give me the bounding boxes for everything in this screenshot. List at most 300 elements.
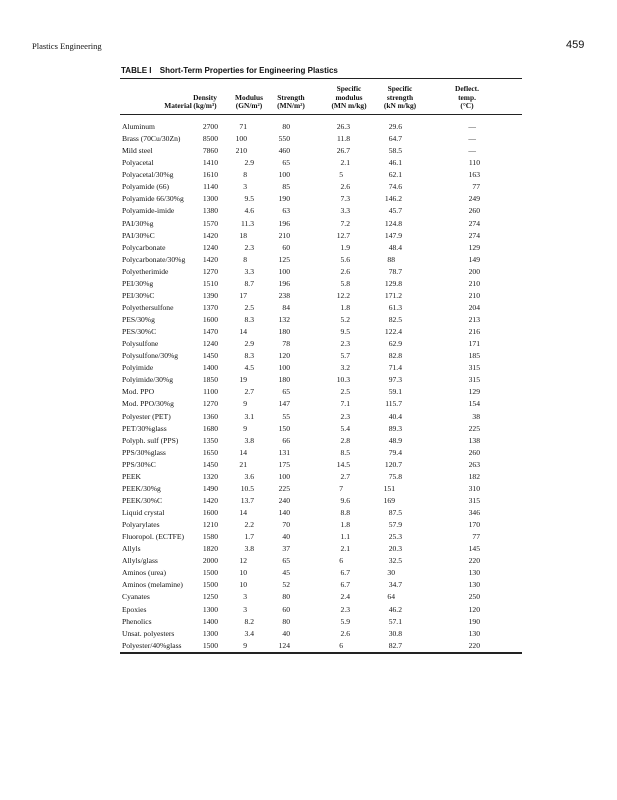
cell-strength: 60: [282, 242, 290, 252]
cell-strength: 80: [282, 122, 290, 131]
cell-density: 1380: [202, 206, 218, 216]
cell-specific-strength: 62.1: [388, 170, 402, 180]
cell-strength: 65: [282, 556, 290, 566]
column-header-line: temp.: [458, 92, 476, 102]
running-head: Plastics Engineering: [32, 41, 102, 51]
cell-density: 1610: [202, 170, 218, 180]
cell-deflection-temp: 210: [468, 278, 480, 288]
cell-deflection-temp: 225: [468, 423, 480, 433]
cell-strength: 37: [282, 544, 290, 554]
cell-modulus: 3.8: [244, 435, 254, 445]
table-row: [120, 628, 522, 640]
cell-deflection-temp: 315: [468, 375, 480, 385]
cell-modulus: 210: [235, 146, 247, 156]
cell-density: 1250: [202, 592, 218, 602]
table-row: [120, 254, 522, 266]
cell-specific-strength: 120.7: [384, 459, 402, 469]
cell-modulus: 2.9: [244, 158, 254, 168]
cell-density: 1470: [202, 327, 218, 337]
cell-deflection-temp: 274: [468, 218, 480, 228]
cell-specific-modulus: 12.7: [336, 230, 350, 240]
cell-strength: 80: [282, 592, 290, 602]
cell-modulus: 9: [243, 423, 247, 433]
table-label: TABLE I: [121, 66, 152, 75]
cell-specific-strength: 58.5: [388, 146, 402, 156]
cell-density: 1420: [202, 495, 218, 505]
cell-strength: 175: [278, 459, 290, 469]
cell-strength: 63: [282, 206, 290, 216]
cell-modulus: 100: [235, 134, 247, 144]
cell-material: Polyph. sulf (PPS): [122, 435, 179, 445]
table-title: [121, 66, 338, 75]
cell-modulus: 3: [243, 592, 247, 602]
cell-specific-modulus: 26.3: [336, 122, 350, 131]
cell-strength: 125: [278, 254, 290, 264]
cell-density: 1650: [202, 447, 218, 457]
cell-modulus: 14: [239, 447, 247, 457]
cell-specific-strength: 115.7: [385, 399, 402, 409]
cell-specific-modulus: 11.8: [336, 134, 350, 144]
cell-specific-modulus: 2.6: [340, 266, 350, 276]
cell-deflection-temp: 310: [468, 483, 480, 493]
table-row: [120, 591, 522, 603]
cell-deflection-temp: 130: [468, 568, 480, 578]
cell-strength: 196: [278, 218, 290, 228]
cell-modulus: 8: [243, 170, 247, 180]
cell-specific-strength: 169: [383, 495, 395, 505]
column-header: [226, 94, 272, 111]
cell-strength: 131: [278, 447, 290, 457]
column-header-line: Material: [164, 101, 192, 111]
cell-density: 1320: [202, 471, 218, 481]
cell-modulus: 8: [243, 254, 247, 264]
cell-specific-strength: 29.6: [388, 122, 402, 131]
cell-specific-strength: 64: [387, 592, 395, 602]
cell-material: Allyls: [122, 544, 141, 554]
cell-material: Aluminum: [122, 122, 155, 131]
column-header: [446, 85, 488, 111]
cell-material: PES/30%g: [122, 315, 155, 324]
cell-deflection-temp: 260: [468, 447, 480, 457]
cell-strength: 190: [278, 194, 290, 204]
cell-density: 1100: [203, 387, 218, 397]
cell-density: 1420: [202, 230, 218, 240]
cell-strength: 196: [278, 278, 290, 288]
cell-deflection-temp: —: [468, 122, 476, 131]
cell-material: Polyarylates: [122, 520, 160, 530]
cell-specific-strength: 78.7: [388, 266, 402, 276]
column-header: [370, 85, 430, 111]
cell-specific-strength: 48.4: [388, 242, 402, 252]
cell-density: 1580: [202, 532, 218, 542]
cell-deflection-temp: 190: [468, 616, 480, 626]
cell-strength: 70: [282, 520, 290, 530]
cell-specific-strength: 34.7: [388, 580, 402, 590]
cell-material: Allyls/glass: [122, 556, 158, 566]
table-row: [120, 374, 522, 386]
table-caption: Short-Term Properties for Engineering Plastics: [159, 66, 338, 75]
cell-specific-modulus: 7.3: [340, 194, 350, 204]
cell-material: PEEK: [122, 471, 141, 481]
table-row: [120, 495, 522, 507]
table-row: [120, 471, 522, 483]
cell-density: 1300: [202, 604, 218, 614]
cell-material: Polyethersulfone: [122, 302, 174, 312]
cell-specific-modulus: 9.5: [340, 327, 350, 337]
cell-specific-modulus: 2.8: [340, 435, 350, 445]
cell-strength: 132: [278, 315, 290, 324]
cell-modulus: 18: [239, 230, 247, 240]
cell-density: 1370: [202, 302, 218, 312]
cell-strength: 84: [282, 302, 290, 312]
column-header-line: (GN/m²): [235, 101, 263, 111]
table-row: [120, 519, 522, 531]
cell-material: Polyamide 66/30%g: [122, 194, 184, 204]
cell-modulus: 3.4: [244, 628, 254, 638]
table-row: [120, 133, 522, 145]
cell-specific-modulus: 2.3: [340, 339, 350, 349]
cell-density: 1450: [202, 351, 218, 361]
cell-modulus: 2.2: [244, 520, 254, 530]
cell-density: 1240: [202, 242, 218, 252]
table-row: [120, 604, 522, 616]
table-row: [120, 459, 522, 471]
cell-strength: 40: [282, 532, 290, 542]
cell-material: Epoxies: [122, 604, 147, 614]
cell-specific-strength: 74.6: [388, 182, 402, 192]
cell-material: Fluoropol. (ECTFE): [122, 532, 185, 542]
cell-specific-strength: 82.5: [388, 315, 402, 324]
cell-deflection-temp: 77: [472, 182, 480, 192]
cell-deflection-temp: —: [468, 146, 476, 156]
cell-density: 7860: [202, 146, 218, 156]
cell-modulus: 9: [243, 399, 247, 409]
table-row: [120, 157, 522, 169]
table-row: [120, 362, 522, 374]
cell-strength: 150: [278, 423, 290, 433]
column-header-line: Deflect.: [454, 84, 479, 94]
table-row: [120, 543, 522, 555]
cell-modulus: 10.5: [240, 483, 254, 493]
cell-deflection-temp: 250: [468, 592, 480, 602]
cell-modulus: 19: [239, 375, 247, 385]
table-row: [120, 290, 522, 302]
column-header-line: Density: [193, 92, 217, 102]
table-row: [120, 242, 522, 254]
cell-density: 1680: [202, 423, 218, 433]
cell-modulus: 3.3: [244, 266, 254, 276]
cell-material: Mild steel: [122, 146, 153, 156]
cell-specific-modulus: 3.2: [340, 363, 350, 373]
cell-strength: 210: [278, 230, 290, 240]
cell-material: PEEK/30%g: [122, 483, 161, 493]
cell-specific-modulus: 2.6: [340, 182, 350, 192]
table-row: [120, 640, 522, 652]
cell-specific-modulus: 3.3: [340, 206, 350, 216]
cell-specific-modulus: 2.3: [340, 604, 350, 614]
top-rule: [120, 78, 522, 79]
cell-specific-modulus: 10.3: [336, 375, 350, 385]
column-header-line: Strength: [277, 92, 305, 102]
table-row: [120, 386, 522, 398]
cell-density: 1390: [202, 290, 218, 300]
cell-density: 1350: [202, 435, 218, 445]
cell-modulus: 8.3: [244, 351, 254, 361]
cell-density: 2000: [202, 556, 218, 566]
cell-material: Polycarbonate/30%g: [122, 254, 186, 264]
column-header-line: Specific: [336, 84, 362, 94]
cell-material: PAI/30%g: [122, 218, 154, 228]
table-row: [120, 230, 522, 242]
table-row: [120, 266, 522, 278]
cell-modulus: 2.3: [244, 242, 254, 252]
cell-material: Brass (70Cu/30Zn): [122, 134, 181, 144]
cell-specific-strength: 20.3: [388, 544, 402, 554]
cell-specific-strength: 147.9: [384, 230, 402, 240]
table-row: [120, 145, 522, 157]
cell-specific-strength: 88: [387, 254, 395, 264]
cell-modulus: 3.1: [244, 411, 254, 421]
cell-deflection-temp: 315: [468, 495, 480, 505]
cell-material: PES/30%C: [122, 327, 157, 337]
cell-strength: 65: [282, 158, 290, 168]
cell-specific-strength: 45.7: [388, 206, 402, 216]
cell-material: Unsat. polyesters: [122, 628, 175, 638]
cell-material: Polyetherimide: [122, 266, 169, 276]
cell-density: 1850: [202, 375, 218, 385]
column-header-line: Specific: [387, 84, 413, 94]
cell-deflection-temp: 120: [468, 604, 480, 614]
cell-modulus: 3: [243, 604, 247, 614]
cell-modulus: 8.3: [244, 315, 254, 324]
cell-deflection-temp: 171: [468, 339, 480, 349]
column-header: [270, 94, 312, 111]
cell-material: Phenolics: [122, 616, 152, 626]
cell-density: 1210: [202, 520, 218, 530]
cell-specific-strength: 30.8: [388, 628, 402, 638]
cell-strength: 66: [282, 435, 290, 445]
cell-material: PET/30%glass: [122, 423, 167, 433]
cell-specific-modulus: 2.7: [340, 471, 350, 481]
cell-material: PPS/30%glass: [122, 447, 166, 457]
table-row: [120, 314, 522, 326]
cell-material: PEEK/30%C: [122, 495, 163, 505]
cell-specific-strength: 129.8: [384, 278, 402, 288]
cell-specific-modulus: 12.2: [336, 290, 350, 300]
cell-strength: 78: [282, 339, 290, 349]
cell-modulus: 2.5: [244, 302, 254, 312]
cell-specific-modulus: 14.5: [336, 459, 350, 469]
cell-strength: 52: [282, 580, 290, 590]
cell-material: Polyimide/30%g: [122, 375, 174, 385]
table-row: [120, 447, 522, 459]
cell-modulus: 71: [239, 122, 247, 131]
cell-density: 1140: [203, 182, 218, 192]
cell-density: 1570: [202, 218, 218, 228]
cell-modulus: 14: [239, 508, 247, 517]
cell-specific-strength: 62.9: [388, 339, 402, 349]
cell-specific-strength: 89.3: [388, 423, 402, 433]
cell-material: PPS/30%C: [122, 459, 156, 469]
cell-strength: 85: [282, 182, 290, 192]
cell-specific-strength: 59.1: [388, 387, 402, 397]
cell-specific-strength: 48.9: [388, 435, 402, 445]
cell-specific-modulus: 5.6: [340, 254, 350, 264]
cell-specific-strength: 64.7: [388, 134, 402, 144]
cell-modulus: 11.3: [240, 218, 254, 228]
column-header-line: (°C): [460, 101, 474, 111]
table-row: [120, 350, 522, 362]
cell-specific-strength: 71.4: [388, 363, 402, 373]
cell-specific-strength: 25.3: [388, 532, 402, 542]
column-header-line: (kN m/kg): [383, 101, 417, 111]
cell-specific-modulus: 1.1: [340, 532, 350, 542]
cell-modulus: 21: [239, 459, 247, 469]
cell-specific-strength: 79.4: [388, 447, 402, 457]
cell-material: Mod. PPO/30%g: [122, 399, 174, 409]
cell-material: PEI/30%C: [122, 290, 155, 300]
cell-specific-strength: 75.8: [388, 471, 402, 481]
cell-specific-modulus: 5: [339, 170, 343, 180]
cell-density: 1600: [202, 315, 218, 324]
cell-density: 1410: [202, 158, 218, 168]
cell-specific-strength: 57.9: [388, 520, 402, 530]
cell-material: Mod. PPO: [122, 387, 155, 397]
table-row: [120, 302, 522, 314]
cell-material: Polyamide (66): [122, 182, 170, 192]
cell-material: Polysulfone/30%g: [122, 351, 179, 361]
cell-density: 1600: [202, 508, 218, 517]
cell-modulus: 10: [239, 568, 247, 578]
cell-density: 8500: [202, 134, 218, 144]
cell-deflection-temp: 263: [468, 459, 480, 469]
cell-specific-strength: 87.5: [388, 508, 402, 517]
cell-strength: 460: [278, 146, 290, 156]
cell-modulus: 2.9: [244, 339, 254, 349]
cell-material: Polycarbonate: [122, 242, 166, 252]
cell-modulus: 3.6: [244, 471, 254, 481]
cell-specific-modulus: 5.7: [340, 351, 350, 361]
cell-specific-modulus: 2.6: [340, 628, 350, 638]
table-row: [120, 121, 522, 133]
cell-density: 1820: [202, 544, 218, 554]
cell-strength: 240: [278, 495, 290, 505]
table-row: [120, 435, 522, 447]
cell-deflection-temp: 346: [468, 508, 480, 517]
cell-deflection-temp: 110: [468, 158, 480, 168]
header-rule: [120, 114, 522, 115]
cell-modulus: 3: [243, 182, 247, 192]
cell-deflection-temp: 38: [472, 411, 480, 421]
cell-material: PEI/30%g: [122, 278, 154, 288]
cell-density: 1360: [202, 411, 218, 421]
cell-deflection-temp: 77: [472, 532, 480, 542]
cell-specific-modulus: 1.9: [340, 242, 350, 252]
cell-material: Polyester/40%glass: [122, 640, 182, 650]
cell-modulus: 14: [239, 327, 247, 337]
cell-specific-modulus: 2.1: [340, 544, 350, 554]
table-body: [120, 121, 522, 652]
cell-specific-strength: 82.7: [388, 640, 402, 650]
page-number: 459: [566, 39, 585, 51]
cell-material: Polysulfone: [122, 339, 159, 349]
cell-deflection-temp: 170: [468, 520, 480, 530]
cell-deflection-temp: 210: [468, 290, 480, 300]
cell-material: Cyanates: [122, 592, 150, 602]
cell-density: 1510: [202, 278, 218, 288]
cell-specific-strength: 61.3: [388, 302, 402, 312]
cell-specific-strength: 30: [387, 568, 395, 578]
cell-strength: 100: [278, 363, 290, 373]
cell-specific-modulus: 6: [339, 640, 343, 650]
cell-density: 1270: [202, 266, 218, 276]
cell-deflection-temp: 204: [468, 302, 480, 312]
table-row: [120, 555, 522, 567]
cell-material: Liquid crystal: [122, 508, 165, 517]
cell-specific-modulus: 5.4: [340, 423, 350, 433]
cell-specific-modulus: 26.7: [336, 146, 350, 156]
bottom-rule: [120, 652, 522, 654]
cell-strength: 80: [282, 616, 290, 626]
cell-specific-modulus: 6: [339, 556, 343, 566]
cell-specific-modulus: 6.7: [340, 580, 350, 590]
cell-modulus: 17: [239, 290, 247, 300]
table-row: [120, 567, 522, 579]
column-header-line: (MN/m²): [277, 101, 305, 111]
cell-deflection-temp: 249: [468, 194, 480, 204]
cell-deflection-temp: 145: [468, 544, 480, 554]
cell-material: Polyimide: [122, 363, 154, 373]
table-row: [120, 411, 522, 423]
table-row: [120, 507, 522, 519]
cell-specific-modulus: 8.5: [340, 447, 350, 457]
cell-specific-strength: 151: [383, 483, 395, 493]
table-row: [120, 483, 522, 495]
cell-strength: 55: [282, 411, 290, 421]
cell-specific-modulus: 1.8: [340, 520, 350, 530]
cell-density: 1240: [202, 339, 218, 349]
column-header: [184, 94, 226, 111]
cell-specific-modulus: 9.6: [340, 495, 350, 505]
table-row: [120, 193, 522, 205]
cell-modulus: 1.7: [244, 532, 254, 542]
cell-strength: 180: [278, 327, 290, 337]
cell-deflection-temp: 185: [468, 351, 480, 361]
cell-deflection-temp: 315: [468, 363, 480, 373]
cell-strength: 100: [278, 266, 290, 276]
cell-specific-modulus: 2.3: [340, 411, 350, 421]
cell-specific-modulus: 7: [339, 483, 343, 493]
cell-material: Polyester (PET): [122, 411, 171, 421]
table-row: [120, 579, 522, 591]
cell-modulus: 9.5: [244, 194, 254, 204]
cell-material: Aminos (melamine): [122, 580, 183, 590]
cell-deflection-temp: 200: [468, 266, 480, 276]
cell-density: 1420: [202, 254, 218, 264]
cell-material: Polyacetal/30%g: [122, 170, 174, 180]
cell-density: 1270: [202, 399, 218, 409]
cell-strength: 45: [282, 568, 290, 578]
cell-deflection-temp: 260: [468, 206, 480, 216]
cell-deflection-temp: 130: [468, 580, 480, 590]
cell-modulus: 3.8: [244, 544, 254, 554]
cell-specific-strength: 124.8: [384, 218, 402, 228]
cell-material: Aminos (urea): [122, 568, 167, 578]
cell-specific-modulus: 2.1: [340, 158, 350, 168]
cell-specific-strength: 57.1: [388, 616, 402, 626]
cell-strength: 140: [278, 508, 290, 517]
cell-specific-modulus: 2.5: [340, 387, 350, 397]
